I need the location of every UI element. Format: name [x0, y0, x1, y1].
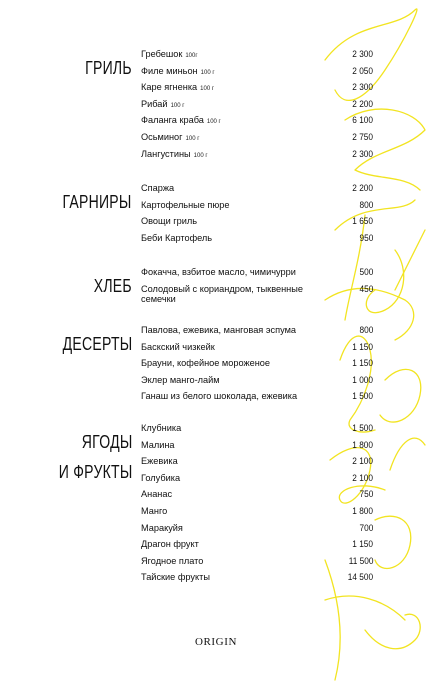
- menu-item: Клубника 1 500: [141, 420, 373, 437]
- menu-item: Павлова, ежевика, манговая эспума 800: [141, 322, 373, 339]
- menu-item: Рибай 100 г 2 200: [141, 96, 373, 113]
- menu-item: Каре ягненка 100 г 2 300: [141, 79, 373, 96]
- menu-item: Голубика 2 100: [141, 470, 373, 487]
- item-price: 700: [359, 522, 373, 533]
- menu-item: Картофельные пюре 800: [141, 197, 373, 214]
- section-title: ГРИЛЬ: [85, 57, 132, 78]
- menu-item: Малина 1 800: [141, 437, 373, 454]
- menu-item: Беби Картофель 950: [141, 230, 373, 247]
- menu-item: Эклер манго-лайм 1 000: [141, 372, 373, 389]
- item-price: 1 150: [352, 358, 373, 369]
- item-price: 1 800: [352, 439, 373, 450]
- menu-item: Осьминог 100 г 2 750: [141, 129, 373, 146]
- item-price: 2 200: [352, 183, 373, 193]
- menu-item: Тайские фрукты 14 500: [141, 569, 373, 586]
- menu-item: Маракуйя 700: [141, 520, 373, 537]
- menu-item: Филе миньон 100 г 2 050: [141, 63, 373, 80]
- item-price: 11 500: [348, 555, 373, 566]
- menu-item: Брауни, кофейное мороженое 1 150: [141, 355, 373, 372]
- item-price: 2 100: [352, 456, 373, 467]
- item-price: 1 000: [352, 374, 373, 385]
- item-price: 800: [359, 199, 373, 210]
- item-price: 2 050: [352, 65, 373, 76]
- item-price: 2 750: [352, 131, 373, 142]
- section-title: ЯГОДЫ И ФРУКТЫ: [58, 431, 132, 482]
- item-price: 2 300: [352, 148, 373, 159]
- item-price: 14 500: [347, 572, 373, 583]
- menu-item: Солодовый с кориандром, тыквенные семечки 450: [141, 283, 373, 305]
- menu-item: Гребешок 100г 2 300: [141, 46, 373, 63]
- item-price: 500: [359, 267, 373, 277]
- item-price: 950: [359, 232, 373, 243]
- item-price: 2 300: [352, 82, 373, 93]
- section-title: ГАРНИРЫ: [62, 191, 132, 212]
- menu-item: Ананас 750: [141, 486, 373, 503]
- section-title: ДЕСЕРТЫ: [62, 333, 132, 354]
- menu-item: Ежевика 2 100: [141, 453, 373, 470]
- item-price: 6 100: [352, 115, 373, 126]
- menu-item: Драгон фрукт 1 150: [141, 536, 373, 553]
- menu-item: Спаржа 2 200: [141, 180, 373, 197]
- item-price: 1 800: [352, 505, 373, 516]
- menu-item: Ягодное плато 11 500: [141, 553, 373, 570]
- menu-item: Баскский чизкейк 1 150: [141, 339, 373, 356]
- item-price: 2 200: [352, 98, 373, 109]
- item-price: 450: [359, 283, 373, 294]
- menu-item: Фокачча, взбитое масло, чимичурри 500: [141, 264, 373, 281]
- item-price: 750: [359, 489, 373, 500]
- menu-item: Лангустины 100 г 2 300: [141, 146, 373, 163]
- item-price: 800: [359, 325, 373, 335]
- menu-item: Фаланга краба 100 г 6 100: [141, 112, 373, 129]
- item-price: 2 100: [352, 472, 373, 483]
- menu-item: Ганаш из белого шоколада, ежевика 1 500: [141, 388, 373, 405]
- item-price: 1 500: [352, 391, 373, 402]
- item-price: 2 300: [352, 49, 373, 59]
- section-title: ХЛЕБ: [93, 275, 132, 296]
- item-price: 1 500: [352, 423, 373, 433]
- origin-logo: ORIGIN: [194, 636, 238, 648]
- menu-item: Овощи гриль 1 650: [141, 213, 373, 230]
- menu-item: Манго 1 800: [141, 503, 373, 520]
- item-price: 1 150: [352, 539, 373, 550]
- item-price: 1 150: [352, 341, 373, 352]
- item-price: 1 650: [352, 216, 373, 227]
